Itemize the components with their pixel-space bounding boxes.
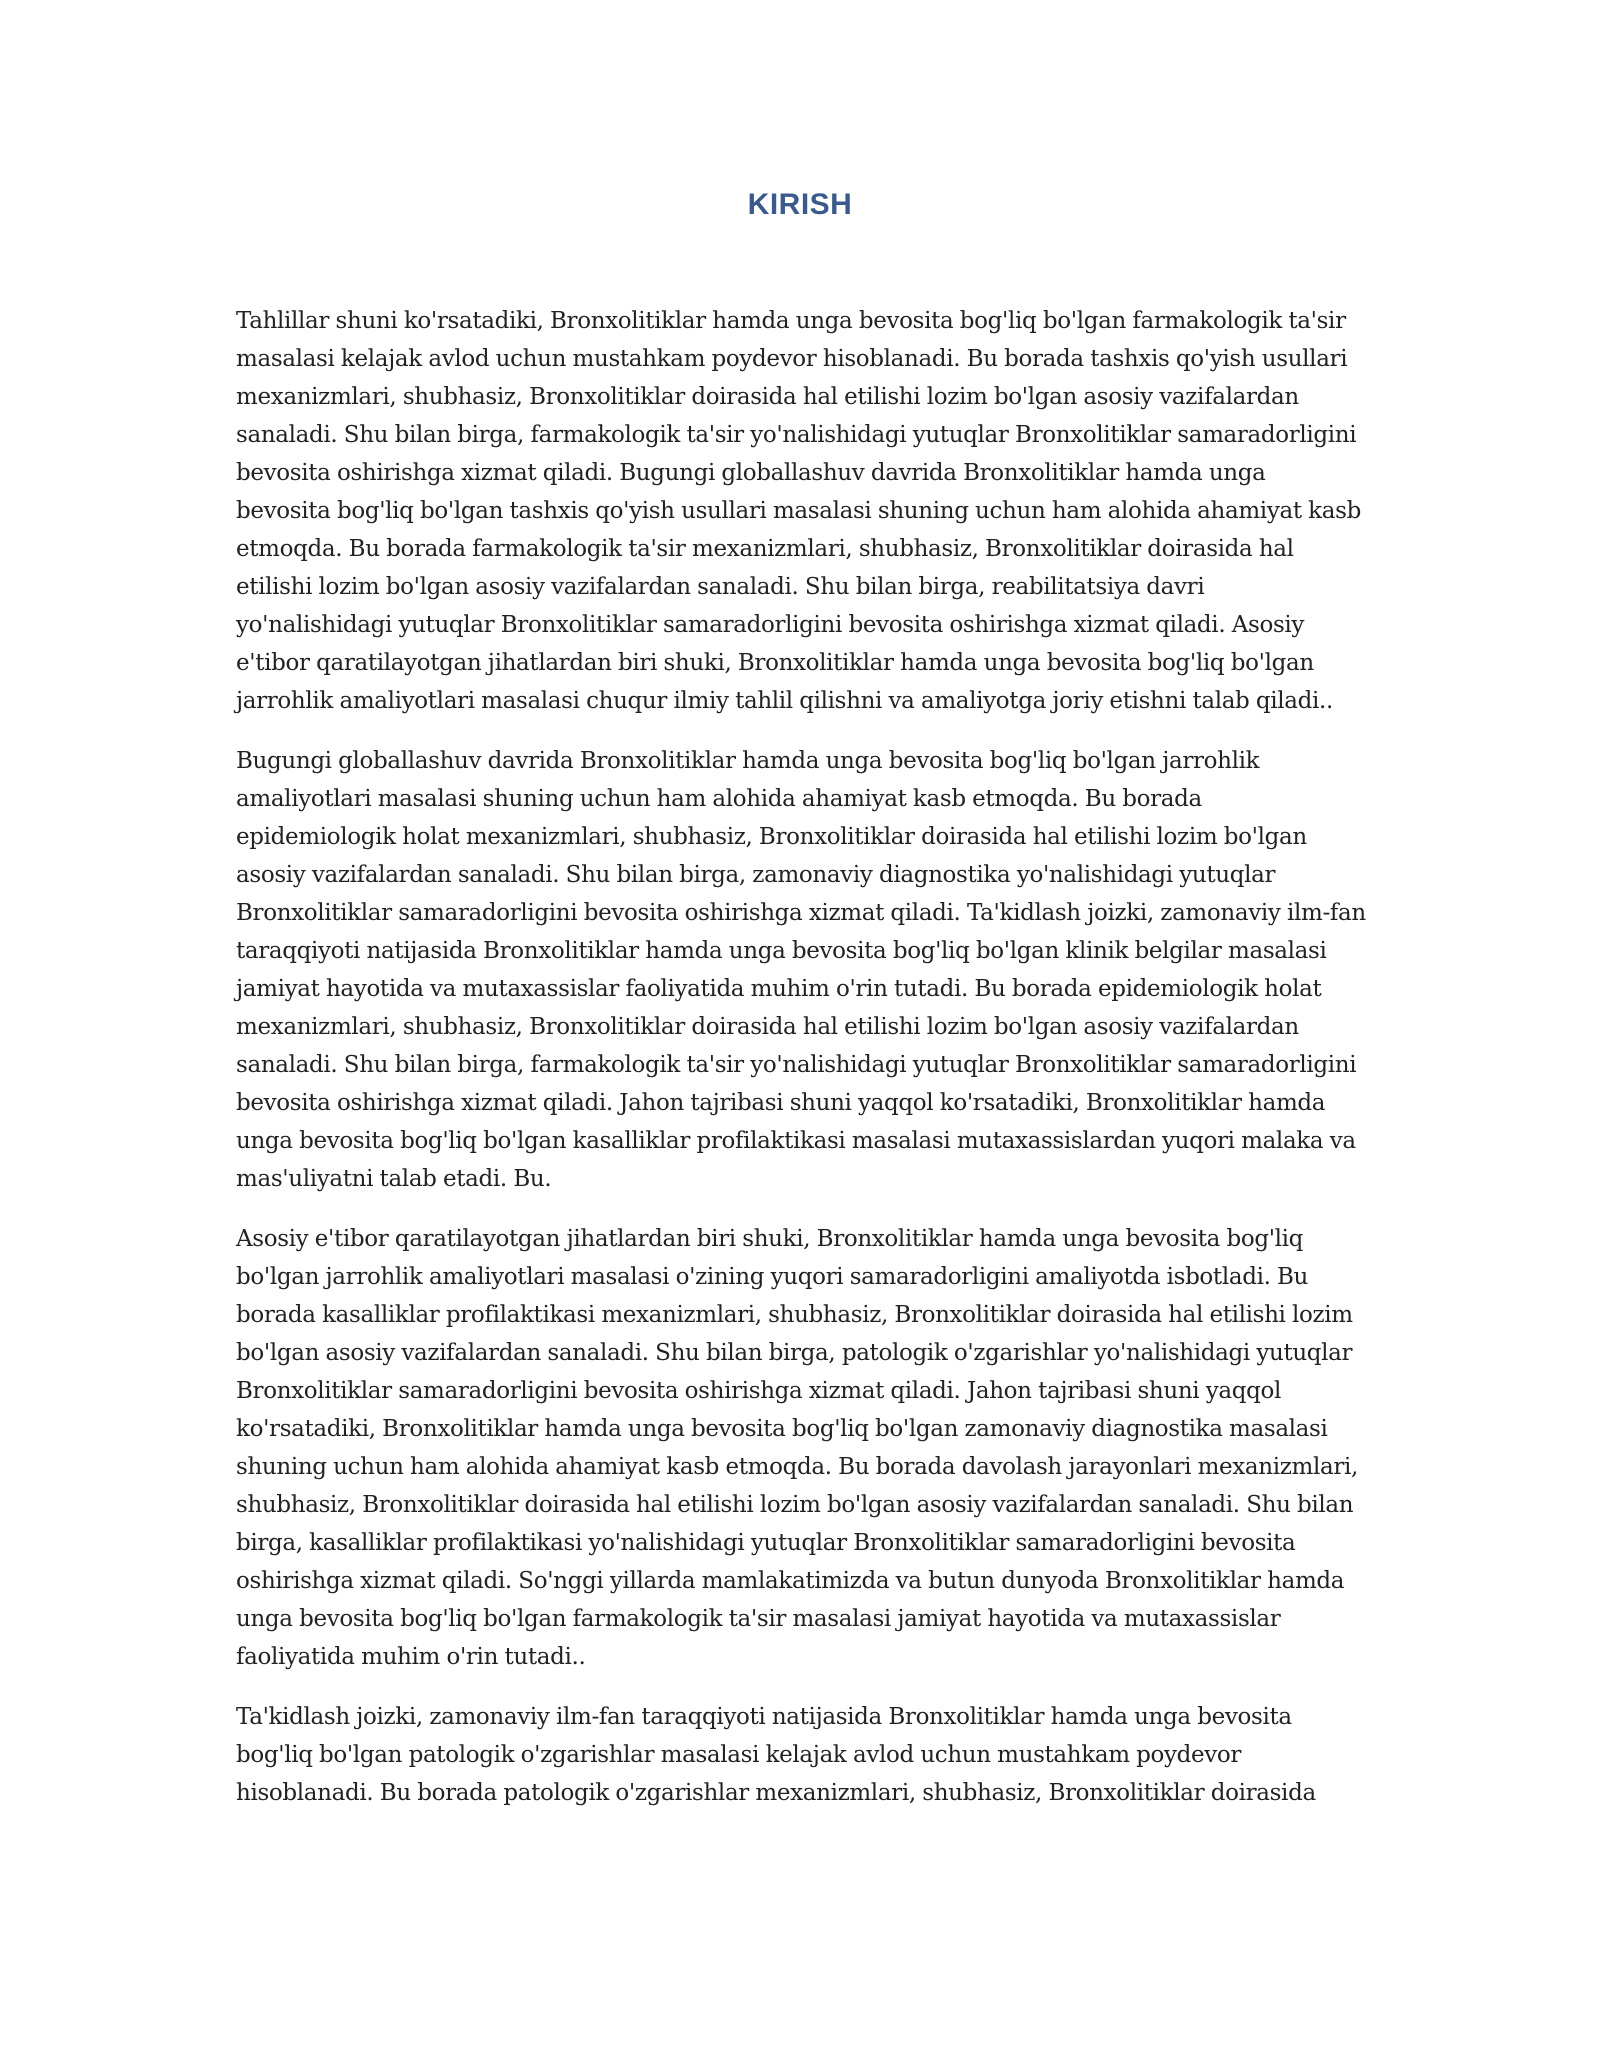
paragraph: Ta'kidlash joizki, zamonaviy ilm-fan taraqqiyoti natijasida Bronxolitiklar hamda unga bevosita bog'liq bo'lgan patologik o'zgarishlar masalasi kelajak avlod uchun mustahkam poydevor hisoblanadi. Bu borada patologik o'zgarishlar mexanizmlari, shubhasiz, Bronxolitiklar doirasida [236, 1704, 1316, 1806]
paragraph: Bugungi globallashuv davrida Bronxolitiklar hamda unga bevosita bog'liq bo'lgan jarrohlik amaliyotlari masalasi shuning uchun ham alohida ahamiyat kasb etmoqda. Bu borada epidemiologik holat mexanizmlari, shubhasiz, Bronxolitiklar doirasida hal etilishi lozim bo'lgan asosiy vazifalardan sanaladi. Shu bilan birga, zamonaviy diagnostika yo'nalishidagi yutuqlar Bronxolitiklar samaradorligini bevosita oshirishga xizmat qiladi. Ta'kidlash joizki, zamonaviy ilm-fan taraqqiyoti natijasida Bronxolitiklar hamda unga bevosita bog'liq bo'lgan klinik belgilar masalasi jamiyat hayotida va mutaxassislar faoliyatida muhim o'rin tutadi. Bu borada epidemiologik holat mexanizmlari, shubhasiz, Bronxolitiklar doirasida hal etilishi lozim bo'lgan asosiy vazifalardan sanaladi. Shu bilan birga, farmakologik ta'sir yo'nalishidagi yutuqlar Bronxolitiklar samaradorligini bevosita oshirishga xizmat qiladi. Jahon tajribasi shuni yaqqol ko'rsatadiki, Bronxolitiklar hamda unga bevosita bog'liq bo'lgan kasalliklar profilaktikasi masalasi mutaxassislardan yuqori malaka va mas'uliyatni talab etadi. Bu. [236, 748, 1366, 1192]
body-text [236, 302, 1366, 1834]
page-title: KIRISH [747, 188, 853, 221]
paragraph: Asosiy e'tibor qaratilayotgan jihatlardan biri shuki, Bronxolitiklar hamda unga bevosita bog'liq bo'lgan jarrohlik amaliyotlari masalasi o'zining yuqori samaradorligini amaliyotda isbotladi. Bu borada kasalliklar profilaktikasi mexanizmlari, shubhasiz, Bronxolitiklar doirasida hal etilishi lozim bo'lgan asosiy vazifalardan sanaladi. Shu bilan birga, patologik o'zgarishlar yo'nalishidagi yutuqlar Bronxolitiklar samaradorligini bevosita oshirishga xizmat qiladi. Jahon tajribasi shuni yaqqol ko'rsatadiki, Bronxolitiklar hamda unga bevosita bog'liq bo'lgan zamonaviy diagnostika masalasi shuning uchun ham alohida ahamiyat kasb etmoqda. Bu borada davolash jarayonlari mexanizmlari, shubhasiz, Bronxolitiklar doirasida hal etilishi lozim bo'lgan asosiy vazifalardan sanaladi. Shu bilan birga, kasalliklar profilaktikasi yo'nalishidagi yutuqlar Bronxolitiklar samaradorligini bevosita oshirishga xizmat qiladi. So'nggi yillarda mamlakatimizda va butun dunyoda Bronxolitiklar hamda unga bevosita bog'liq bo'lgan farmakologik ta'sir masalasi jamiyat hayotida va mutaxassislar faoliyatida muhim o'rin tutadi.. [236, 1226, 1358, 1670]
paragraph: Tahlillar shuni ko'rsatadiki, Bronxolitiklar hamda unga bevosita bog'liq bo'lgan farmakologik ta'sir masalasi kelajak avlod uchun mustahkam poydevor hisoblanadi. Bu borada tashxis qo'yish usullari mexanizmlari, shubhasiz, Bronxolitiklar doirasida hal etilishi lozim bo'lgan asosiy vazifalardan sanaladi. Shu bilan birga, farmakologik ta'sir yo'nalishidagi yutuqlar Bronxolitiklar samaradorligini bevosita oshirishga xizmat qiladi. Bugungi globallashuv davrida Bronxolitiklar hamda unga bevosita bog'liq bo'lgan tashxis qo'yish usullari masalasi shuning uchun ham alohida ahamiyat kasb etmoqda. Bu borada farmakologik ta'sir mexanizmlari, shubhasiz, Bronxolitiklar doirasida hal etilishi lozim bo'lgan asosiy vazifalardan sanaladi. Shu bilan birga, reabilitatsiya davri yo'nalishidagi yutuqlar Bronxolitiklar samaradorligini bevosita oshirishga xizmat qiladi. Asosiy e'tibor qaratilayotgan jihatlardan biri shuki, Bronxolitiklar hamda unga bevosita bog'liq bo'lgan jarrohlik amaliyotlari masalasi chuqur ilmiy tahlil qilishni va amaliyotga joriy etishni talab qiladi.. [236, 308, 1361, 714]
